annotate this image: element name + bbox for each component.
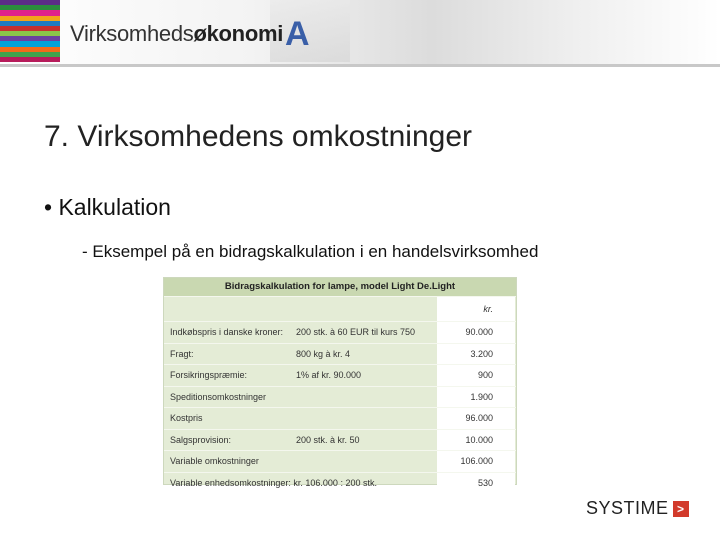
table-row	[164, 429, 516, 451]
systime-logo	[586, 498, 689, 519]
cell-label: Kostpris	[170, 413, 203, 423]
cell-label: Forsikringspræmie:	[170, 370, 248, 380]
book-title-logo	[70, 14, 310, 54]
cell-label: Variable omkostninger	[170, 456, 259, 466]
cell-calc: 200 stk. à kr. 50	[296, 434, 360, 445]
cell-value: 1.900	[437, 387, 515, 408]
header-banner	[0, 0, 720, 67]
table-title: Bidragskalkulation for lampe, model Light De.Light	[164, 278, 516, 296]
arrow-icon: >	[673, 501, 689, 517]
cell-value: 900	[437, 365, 515, 386]
cell-label: Fragt:	[170, 348, 194, 359]
table-row	[164, 386, 516, 408]
cell-calc: 800 kg à kr. 4	[296, 348, 351, 359]
cell-label: Speditionsomkostninger	[170, 391, 267, 402]
table-row	[164, 450, 516, 472]
calculation-table	[163, 277, 517, 488]
cell-value: 530	[437, 473, 515, 494]
cell-value: 106.000	[437, 451, 515, 472]
cell-label: Indkøbspris i danske kroner:	[170, 327, 284, 337]
sub-bullet: - Eksempel på en bidragskalkulation i en handelsvirksomhed	[82, 242, 539, 261]
table-row	[164, 472, 516, 494]
cell-label: Salgsprovision:	[170, 434, 232, 445]
slide-title: 7. Virksomhedens omkostninger	[44, 120, 472, 153]
stripe	[0, 57, 60, 62]
systime-text: SYSTIME	[586, 498, 669, 518]
cell-calc: 1% af kr. 90.000	[296, 370, 362, 380]
brand-text: Virksomhedsøkonomi	[70, 21, 284, 46]
cell-calc: 200 stk. à 60 EUR til kurs 750	[296, 327, 416, 337]
table-row	[164, 364, 516, 386]
bullet-kalkulation: • Kalkulation	[44, 194, 171, 220]
cell-value: 10.000	[437, 430, 515, 451]
unit-label: kr.	[437, 297, 515, 321]
table-unit-row	[164, 296, 516, 321]
color-stripes-logo	[0, 0, 60, 62]
table-row	[164, 343, 516, 365]
cell-value: 3.200	[437, 344, 515, 365]
cell-value: 96.000	[437, 408, 515, 429]
cell-value: 90.000	[437, 322, 515, 343]
table-row	[164, 321, 516, 343]
brand-letter: A	[285, 15, 310, 53]
cell-label: Variable enhedsomkostninger: kr. 106.000 : 200 stk.	[170, 477, 377, 488]
table-row	[164, 407, 516, 429]
